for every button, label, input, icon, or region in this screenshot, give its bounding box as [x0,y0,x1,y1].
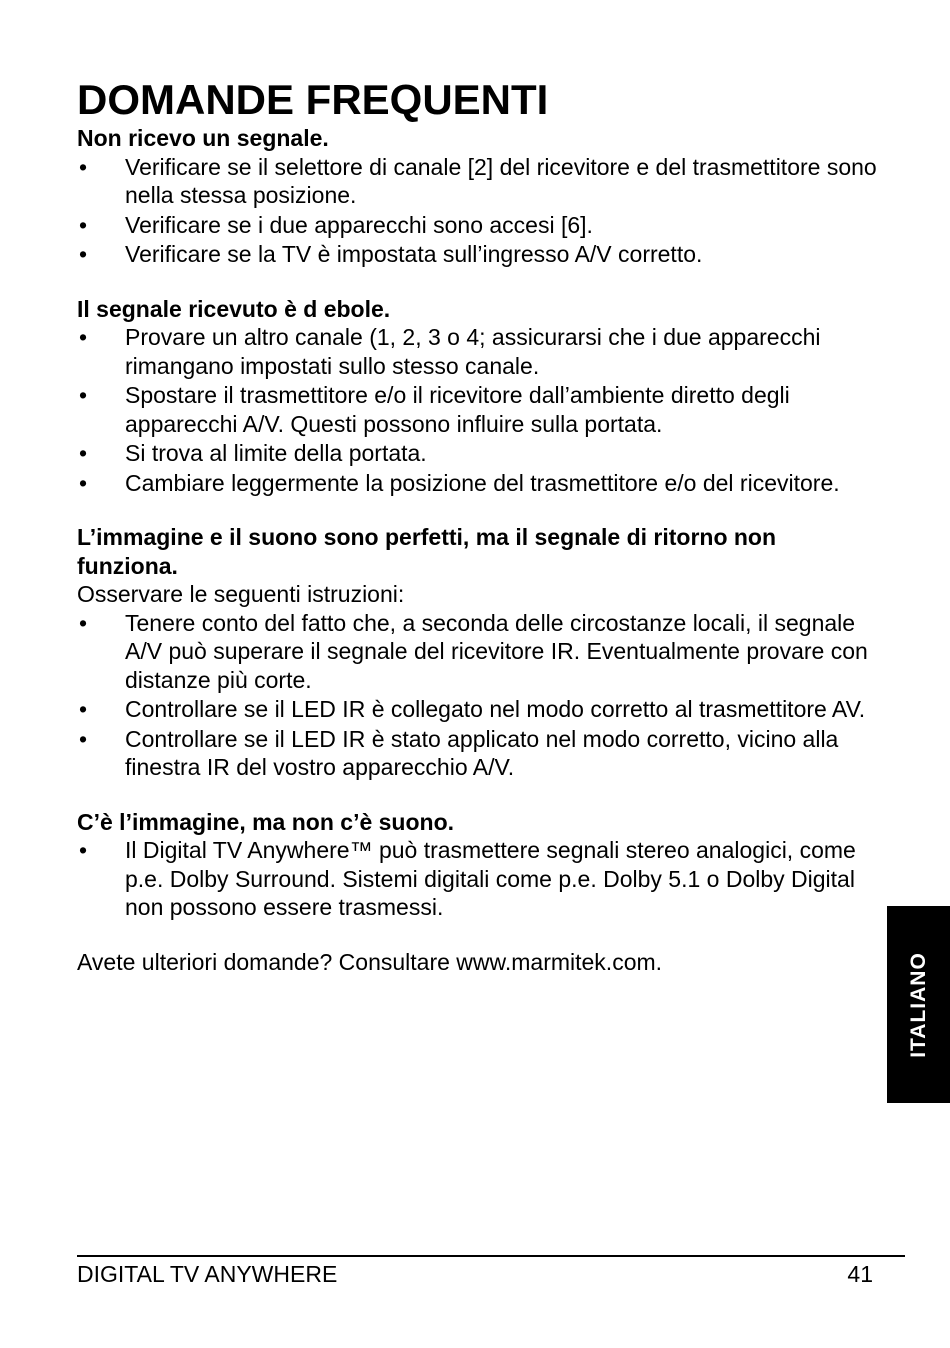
bullet-list [77,323,877,497]
footer-product-name: DIGITAL TV ANYWHERE [77,1261,338,1287]
list-item-text: Controllare se il LED IR è collegato nel modo corretto al trasmettitore AV. [125,696,866,722]
bullet-icon: • [79,440,88,466]
bullet-icon: • [79,609,88,636]
bullet-list [77,153,877,269]
bullet-list [77,609,877,782]
list-item-text: Tenere conto del fatto che, a seconda delle circostanze locali, il segnale A/V può superare il segnale del ricevitore IR. Eventualmente provare con distanze più corte. [125,609,868,693]
list-item [77,695,877,724]
page-number: 41 [847,1261,873,1287]
section-heading: Non ricevo un segnale. [77,125,329,151]
list-item [77,323,877,380]
list-item-text: Verificare se la TV è impostata sull’ingresso A/V corretto. [125,241,703,267]
section-heading: C’è l’immagine, ma non c’è suono. [77,808,455,835]
bullet-icon: • [79,211,88,238]
list-item-text: Spostare il trasmettitore e/o il ricevitore dall’ambiente diretto degli apparecchi A/V. Questi possono influire sulla portata. [125,382,790,437]
list-item [77,609,877,695]
bullet-icon: • [79,324,88,350]
faq-section-weak-signal [77,295,877,498]
bullet-icon: • [79,153,88,180]
list-item [77,725,877,782]
bullet-icon: • [79,837,88,863]
list-item-text: Cambiare leggermente la posizione del trasmettitore e/o del ricevitore. [125,469,840,496]
bullet-list [77,836,877,922]
bullet-icon: • [79,382,88,408]
list-item-text: Verificare se i due apparecchi sono accesi [6]. [125,211,593,238]
list-item-text: Provare un altro canale (1, 2, 3 o 4; assicurarsi che i due apparecchi rimangano impostati sullo stesso canale. [125,324,821,379]
list-item-text: Si trova al limite della portata. [125,440,427,466]
list-item [77,153,877,210]
list-item-text: Verificare se il selettore di canale [2] del ricevitore e del trasmettitore sono nella stessa posizione. [125,153,877,208]
bullet-icon: • [79,241,88,267]
list-item [77,469,877,498]
section-heading: L’immagine e il suono sono perfetti, ma il segnale di ritorno non funziona. [77,524,777,579]
bullet-icon: • [79,696,88,722]
list-item-text: Il Digital TV Anywhere™ può trasmettere segnali stereo analogici, come p.e. Dolby Surround. Sistemi digitali come p.e. Dolby 5.1 o Dolby Digital non possono essere trasmessi. [125,837,856,920]
faq-section-return-signal [77,523,877,782]
list-item [77,381,877,438]
bullet-icon: • [79,725,88,752]
list-item [77,240,877,269]
list-item [77,836,877,922]
section-intro: Osservare le seguenti istruzioni: [77,581,405,607]
section-heading: Il segnale ricevuto è d ebole. [77,295,391,322]
footer-divider [77,1255,905,1257]
faq-content [77,124,877,976]
language-tab-label: ITALIANO [906,951,930,1058]
list-item-text: Controllare se il LED IR è stato applicato nel modo corretto, vicino alla finestra IR del vostro apparecchio A/V. [125,725,839,780]
faq-section-no-sound [77,808,877,922]
page-title: DOMANDE FREQUENTI [77,76,549,123]
faq-section-no-signal [77,124,877,269]
list-item [77,439,877,468]
bullet-icon: • [79,469,88,496]
closing-note: Avete ulteriori domande? Consultare www.marmitek.com. [77,948,663,975]
language-tab [887,906,950,1103]
list-item [77,211,877,240]
